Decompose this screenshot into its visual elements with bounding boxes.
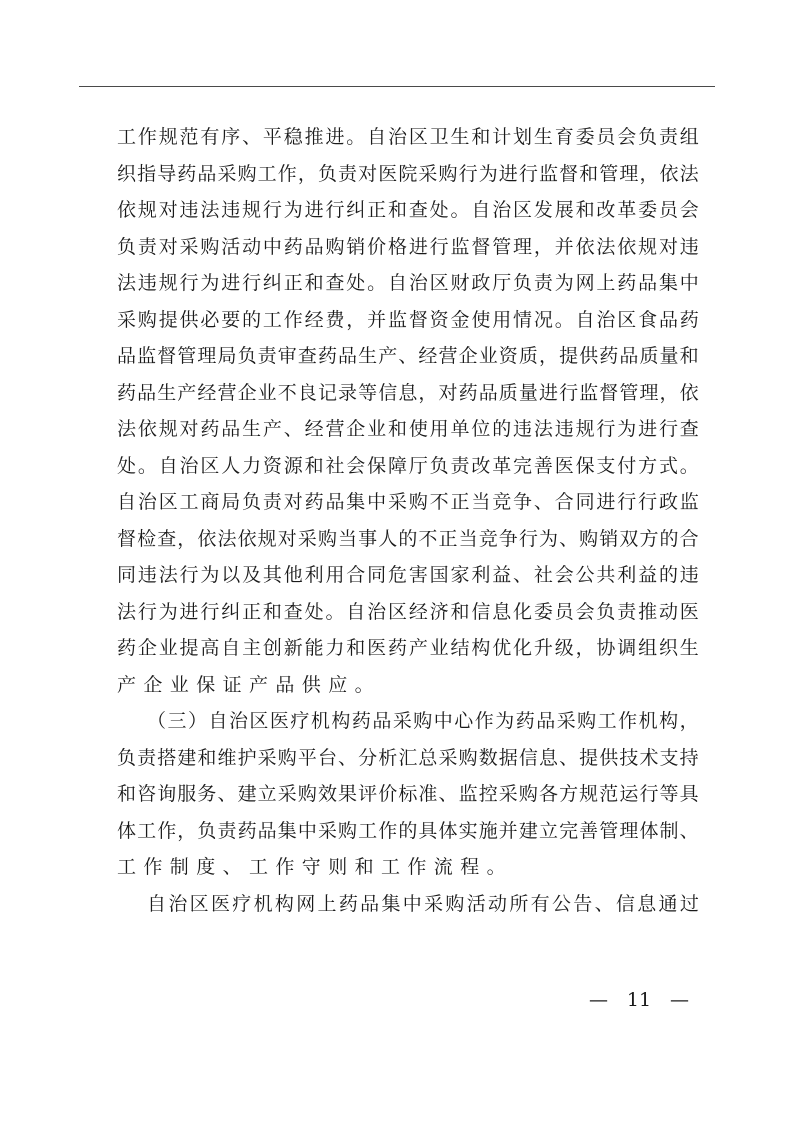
- text-line: 督 检 查 ， 依 法 依 规 对 采 购 当 事 人 的 不 正 当 竞 争 行 为 、 购 销 双 方 的 合: [117, 527, 699, 550]
- text-line: 法 违 规 行 为 进 行 纠 正 和 查 处 。 自 治 区 财 政 厅 负 责 为 网 上 药 品 集 中: [117, 272, 699, 294]
- text-line: 体 工 作 ， 负 责 药 品 集 中 采 购 工 作 的 具 体 实 施 并 建 立 完 善 管 理 体 制 、: [117, 819, 699, 842]
- paragraph-first-line: （ 三 ） 自 治 区 医 疗 机 构 药 品 采 购 中 心 作 为 药 品 采 购 工 作 机 构 ，: [147, 710, 699, 732]
- text-line: 法 行 为 进 行 纠 正 和 查 处 。 自 治 区 经 济 和 信 息 化 委 员 会 负 责 推 动 医: [117, 600, 699, 623]
- text-line: 药 品 生 产 经 营 企 业 不 良 记 录 等 信 息 ， 对 药 品 质 量 进 行 监 督 管 理 ， 依: [117, 381, 699, 404]
- document-body: [117, 119, 699, 922]
- text-line: 负 责 对 采 购 活 动 中 药 品 购 销 价 格 进 行 监 督 管 理 ， 并 依 法 依 规 对 违: [117, 235, 699, 258]
- text-line: 依 规 对 违 法 违 规 行 为 进 行 纠 正 和 查 处 。 自 治 区 发 展 和 改 革 委 员 会: [117, 199, 699, 221]
- text-line: 采 购 提 供 必 要 的 工 作 经 费 ， 并 监 督 资 金 使 用 情 况 。 自 治 区 食 品 药: [117, 308, 699, 331]
- text-line: 药 企 业 提 高 自 主 创 新 能 力 和 医 药 产 业 结 构 优 化 升 级 ， 协 调 组 织 生: [117, 637, 699, 659]
- page-number: — 11 —: [589, 989, 689, 1011]
- text-line: 织 指 导 药 品 采 购 工 作 ， 负 责 对 医 院 采 购 行 为 进 行 监 督 和 管 理 ， 依 法: [117, 162, 699, 185]
- text-line: 同 违 法 行 为 以 及 其 他 利 用 合 同 危 害 国 家 利 益 、 社 会 公 共 利 益 的 违: [117, 564, 699, 586]
- text-line: 处 。 自 治 区 人 力 资 源 和 社 会 保 障 厅 负 责 改 革 完 善 医 保 支 付 方 式 。: [117, 454, 699, 477]
- header-rule: [79, 86, 715, 87]
- text-line: 法 依 规 对 药 品 生 产 、 经 营 企 业 和 使 用 单 位 的 违 法 违 规 行 为 进 行 查: [117, 418, 699, 440]
- paragraph-first-line: 自 治 区 医 疗 机 构 网 上 药 品 集 中 采 购 活 动 所 有 公 告 、 信 息 通 过: [147, 892, 699, 915]
- text-line: 工 作 规 范 有 序 、 平 稳 推 进 。 自 治 区 卫 生 和 计 划 生 育 委 员 会 负 责 组: [117, 126, 699, 148]
- text-line: 品 监 督 管 理 局 负 责 审 查 药 品 生 产 、 经 营 企 业 资 质 ， 提 供 药 品 质 量 和: [117, 345, 699, 367]
- text-line: 负 责 搭 建 和 维 护 采 购 平 台 、 分 析 汇 总 采 购 数 据 信 息 、 提 供 技 术 支 持: [117, 746, 699, 769]
- text-line: 工作制度、工作守则和工作流程。: [117, 856, 514, 878]
- text-line: 产企业保证产品供应。: [117, 673, 382, 696]
- text-line: 自 治 区 工 商 局 负 责 对 药 品 集 中 采 购 不 正 当 竞 争 、 合 同 进 行 行 政 监: [117, 491, 699, 513]
- text-line: 和 咨 询 服 务 、 建 立 采 购 效 果 评 价 标 准 、 监 控 采 购 各 方 规 范 运 行 等 具: [117, 783, 699, 805]
